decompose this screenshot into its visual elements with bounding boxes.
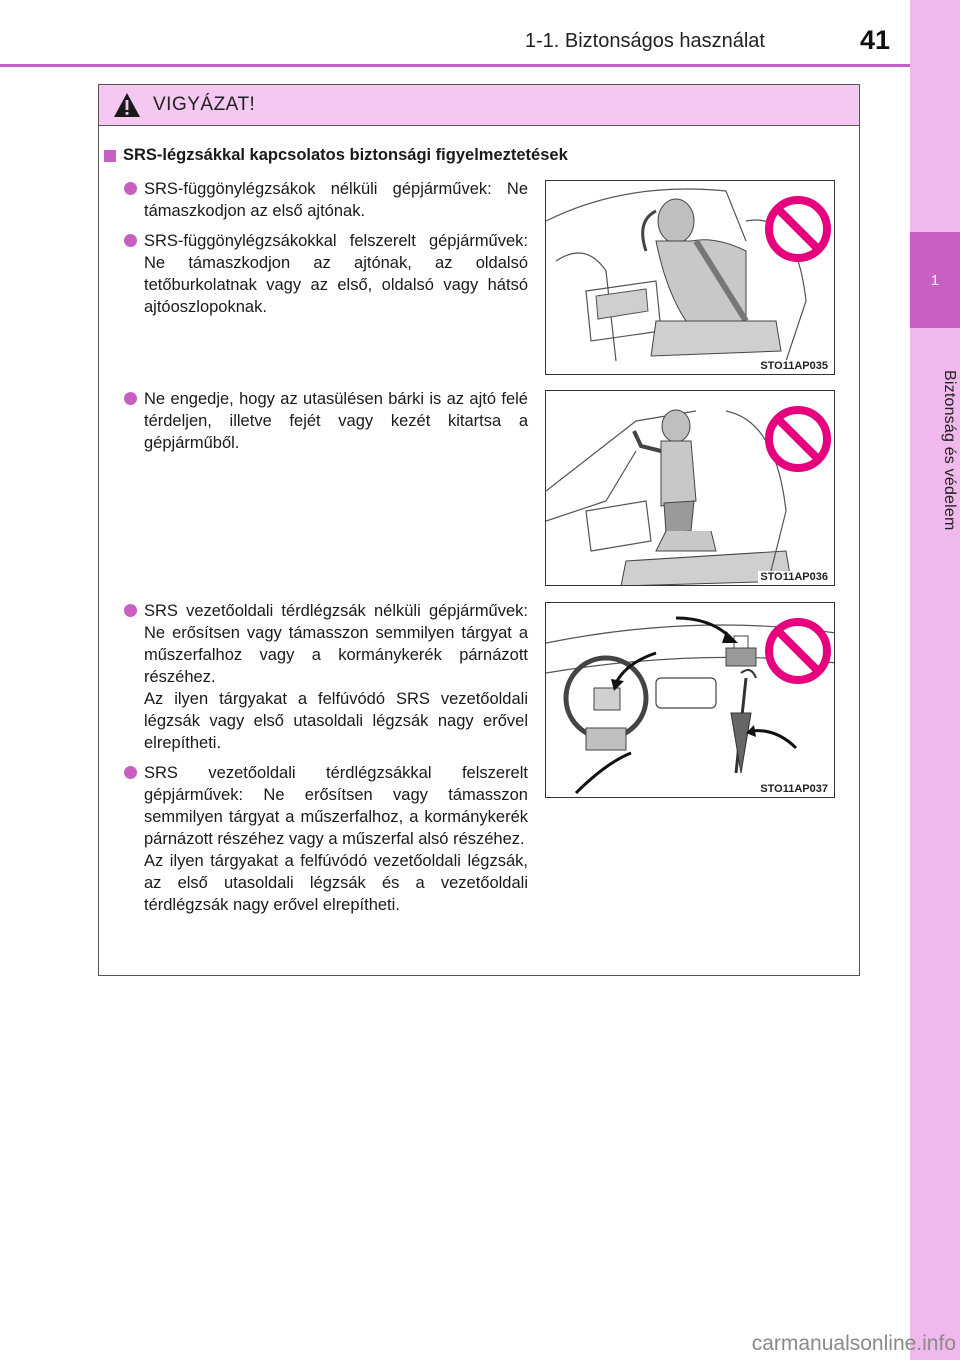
- bullet-dot-icon: [124, 182, 137, 195]
- car-interior-illustration: [546, 181, 835, 375]
- bullet-group-2: [124, 388, 528, 462]
- chapter-number: 1: [910, 232, 960, 328]
- section-square-icon: [104, 150, 116, 162]
- bullet-item: [124, 388, 528, 454]
- bullet-dot-icon: [124, 766, 137, 779]
- header-rule: [0, 64, 910, 67]
- chapter-title: Biztonság és védelem: [941, 369, 958, 531]
- bullet-text: SRS vezetőoldali térdlégzsákkal felszerelt gépjárművek: Ne erősítsen vagy támasszon semmilyen tárgyat a műszerfalhoz, a kormánykerék párnázott részéhez vagy a műszerfal alsó részéhez.: [144, 764, 528, 848]
- bullet-item: [124, 762, 528, 916]
- page-number: 41: [859, 25, 890, 55]
- bullet-group-3: [124, 600, 528, 924]
- bullet-text: Ne engedje, hogy az utasülésen bárki is az ajtó felé térdeljen, illetve fejét vagy kezét kitartsa a gépjárműből.: [144, 390, 528, 452]
- image-code: STO11AP037: [760, 783, 828, 795]
- warning-triangle-icon: [113, 92, 141, 118]
- image-code: STO11AP035: [760, 360, 828, 372]
- section-title: 1-1. Biztonságos használat: [524, 30, 765, 52]
- bullet-text: SRS vezetőoldali térdlégzsák nélküli gépjárművek: Ne erősítsen vagy támasszon semmilyen tárgyat a műszerfalhoz vagy a kormánykerék párnázott részéhez.: [144, 602, 528, 686]
- bullet-group-1: [124, 178, 528, 326]
- section-heading-text: SRS-légzsákkal kapcsolatos biztonsági figyelmeztetések: [123, 146, 568, 164]
- caution-header: [99, 85, 859, 126]
- bullet-dot-icon: [124, 604, 137, 617]
- bullet-dot-icon: [124, 392, 137, 405]
- bullet-dot-icon: [124, 234, 137, 247]
- image-code: STO11AP036: [760, 571, 828, 583]
- illustration-kneeling-child: [545, 390, 835, 586]
- bullet-item: [124, 600, 528, 754]
- bullet-text: SRS-függönylégzsákok nélküli gépjárművek: Ne támaszkodjon az első ajtónak.: [144, 180, 528, 220]
- bullet-text: SRS-függönylégzsákokkal felszerelt gépjárművek: Ne támaszkodjon az ajtónak, az oldalsó tetőburkolatnak vagy az első, oldalsó vagy hátsó ajtóoszlopoknak.: [144, 232, 528, 316]
- dashboard-illustration: [546, 603, 835, 798]
- bullet-item: [124, 178, 528, 222]
- child-kneeling-illustration: [546, 391, 835, 586]
- section-heading: [104, 146, 568, 165]
- bullet-note: Az ilyen tárgyakat a felfúvódó SRS vezetőoldali légzsák vagy első utasoldali légzsák nagy erővel elrepítheti.: [144, 690, 528, 752]
- caution-label: VIGYÁZAT!: [153, 94, 256, 115]
- illustration-leaning-on-door: [545, 180, 835, 375]
- bullet-item: [124, 230, 528, 318]
- illustration-dashboard-objects: [545, 602, 835, 798]
- chapter-side-tab: [910, 0, 960, 1360]
- watermark: carmanualsonline.info: [751, 1332, 956, 1355]
- bullet-note: Az ilyen tárgyakat a felfúvódó vezetőoldali légzsák, az első utasoldali légzsák és a vezetőoldali térdlégzsák nagy erővel elrepítheti.: [144, 852, 528, 914]
